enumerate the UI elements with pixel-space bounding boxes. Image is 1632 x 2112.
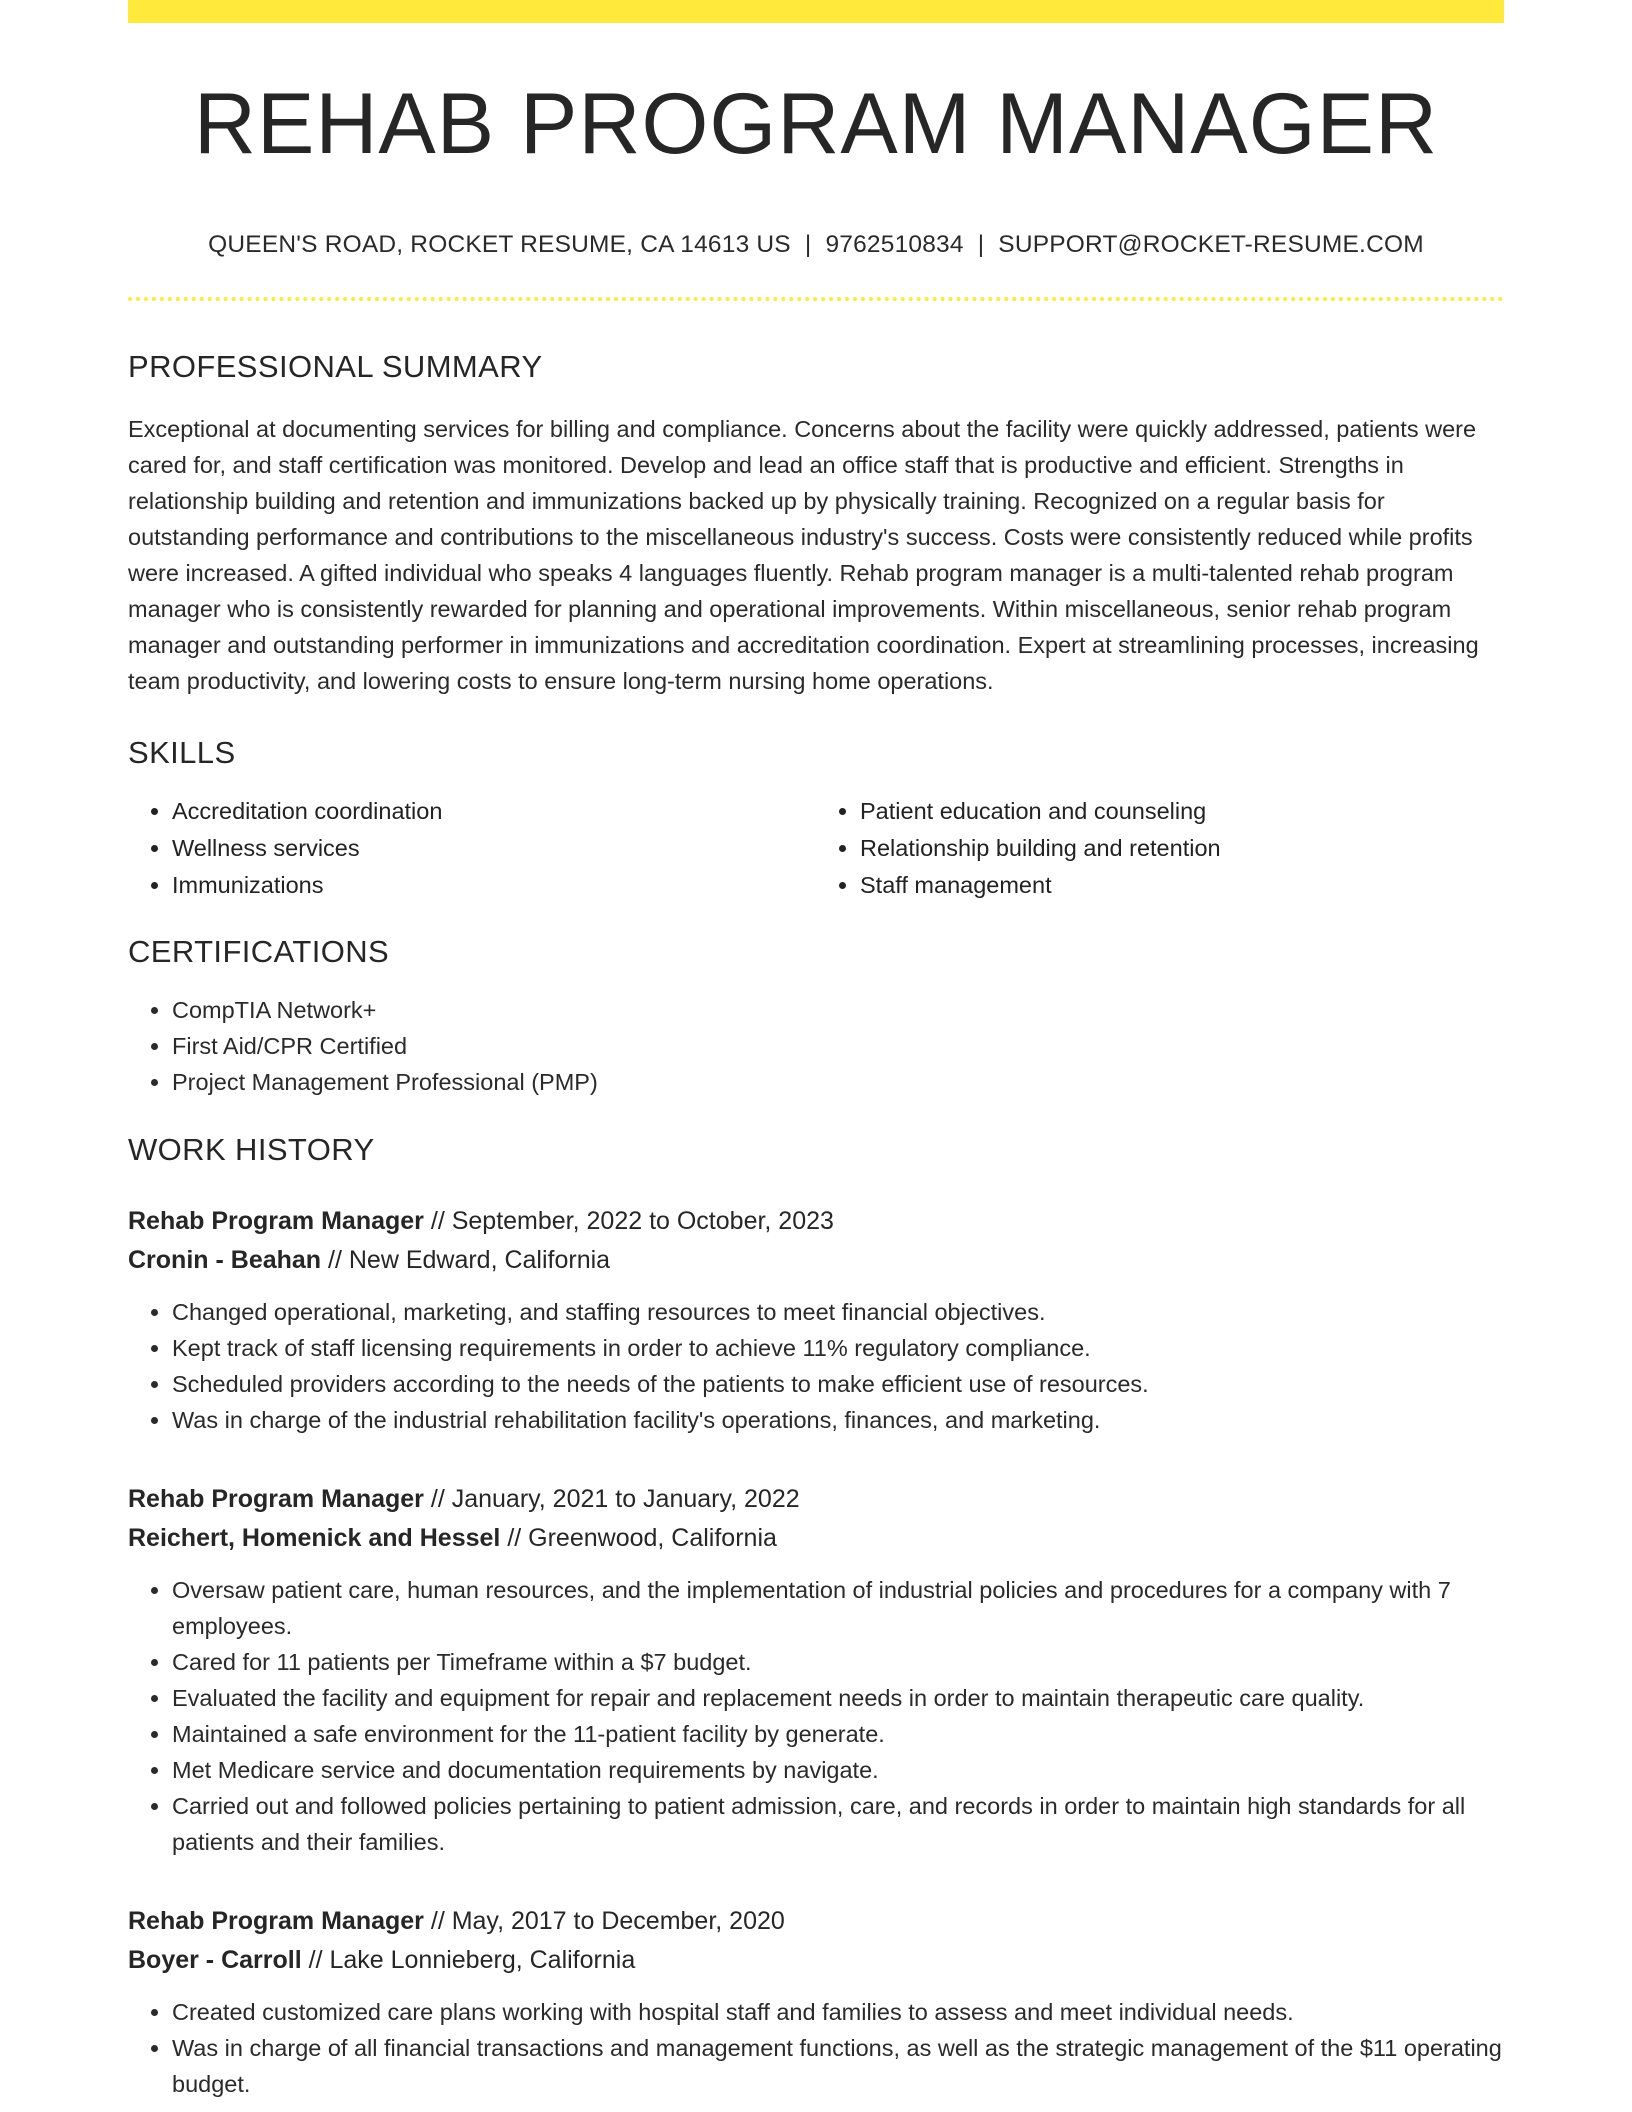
job-bullet: • Carried out and followed policies pertaining to patient admission, care, and records in order to maintain high standards for all patients and their families.	[172, 1788, 1504, 1860]
job-role: Rehab Program Manager	[128, 1207, 424, 1236]
summary-text: Exceptional at documenting services for billing and compliance. Concerns about the facility were quickly addressed, patients were cared for, and staff certification was monitored. Develop and lead an office staff that is productive and efficient. Strengths in relationship building and retention and immunizations backed up by physically training. Recognized on a regular basis for outstanding performance and contributions to the miscellaneous industry's success. Costs were consistently reduced while profits were increased. A gifted individual who speaks 4 languages fluently. Rehab program manager is a multi-talented rehab program manager who is consistently rewarded for planning and operational improvements. Within miscellaneous, senior rehab program manager and outstanding performer in immunizations and accreditation coordination. Expert at streamlining processes, increasing team productivity, and lowering costs to ensure long-term nursing home operations.	[128, 416, 1479, 695]
job-role: Rehab Program Manager	[128, 1485, 424, 1514]
job-bullet: • Maintained a safe environment for the 11-patient facility by generate.	[172, 1716, 1504, 1752]
contact-separator: |	[977, 231, 985, 259]
job-dates: // May, 2017 to December, 2020	[423, 1907, 785, 1936]
contact-phone: 9762510834	[825, 231, 964, 259]
skill-item: • Wellness services	[172, 830, 816, 867]
certification-item: • CompTIA Network+	[172, 992, 1504, 1028]
certifications-list	[128, 992, 1504, 1100]
work-history-heading: WORK HISTORY	[128, 1132, 375, 1168]
job-bullet: • Was in charge of the industrial rehabilitation facility's operations, finances, and marketing.	[172, 1402, 1504, 1438]
job-bullets	[128, 1994, 1504, 2102]
job-role-line	[128, 1202, 1504, 1241]
job-location: // Lake Lonnieberg, California	[301, 1946, 636, 1975]
job-company: Reichert, Homenick and Hessel	[128, 1524, 501, 1553]
skills-heading: SKILLS	[128, 735, 236, 771]
job-bullet: • Changed operational, marketing, and staffing resources to meet financial objectives.	[172, 1294, 1504, 1330]
skill-item: • Patient education and counseling	[860, 793, 1504, 830]
job-bullet: • Cared for 11 patients per Timeframe within a $7 budget.	[172, 1644, 1504, 1680]
top-accent-bar	[128, 0, 1504, 23]
job-bullets	[128, 1572, 1504, 1860]
skills-column-left	[128, 793, 816, 904]
job-company: Boyer - Carroll	[128, 1946, 302, 1975]
resume-page	[128, 0, 1504, 2102]
job-role-line	[128, 1902, 1504, 1941]
contact-line	[128, 231, 1504, 259]
resume-title: REHAB PROGRAM MANAGER	[193, 76, 1439, 172]
job-bullet: • Evaluated the facility and equipment for repair and replacement needs in order to maintain therapeutic care quality.	[172, 1680, 1504, 1716]
certification-item: • First Aid/CPR Certified	[172, 1028, 1504, 1064]
contact-email: SUPPORT@ROCKET-RESUME.COM	[998, 231, 1424, 259]
job-entry	[128, 1480, 1504, 1860]
certifications-heading: CERTIFICATIONS	[128, 934, 390, 970]
skills-list	[128, 793, 1504, 904]
job-bullets	[128, 1294, 1504, 1438]
job-bullet: • Kept track of staff licensing requirements in order to achieve 11% regulatory compliance.	[172, 1330, 1504, 1366]
job-location: // Greenwood, California	[500, 1524, 777, 1553]
skills-column-right	[816, 793, 1504, 904]
job-dates: // January, 2021 to January, 2022	[423, 1485, 800, 1514]
job-location: // New Edward, California	[321, 1246, 611, 1275]
job-role: Rehab Program Manager	[128, 1907, 424, 1936]
dotted-divider	[128, 297, 1504, 301]
job-bullet: • Met Medicare service and documentation requirements by navigate.	[172, 1752, 1504, 1788]
skill-item: • Staff management	[860, 867, 1504, 904]
job-bullet: • Was in charge of all financial transactions and management functions, as well as the strategic management of the $11 operating budget.	[172, 2030, 1504, 2102]
certification-item: • Project Management Professional (PMP)	[172, 1064, 1504, 1100]
contact-address: QUEEN'S ROAD, ROCKET RESUME, CA 14613 US	[208, 231, 791, 259]
job-entry	[128, 1902, 1504, 2102]
job-company-line	[128, 1941, 1504, 1980]
skill-item: • Accreditation coordination	[172, 793, 816, 830]
job-company: Cronin - Beahan	[128, 1246, 322, 1275]
job-bullet: • Oversaw patient care, human resources, and the implementation of industrial policies and procedures for a company with 7 employees.	[172, 1572, 1504, 1644]
job-dates: // September, 2022 to October, 2023	[423, 1207, 834, 1236]
skill-item: • Immunizations	[172, 867, 816, 904]
job-company-line	[128, 1241, 1504, 1280]
contact-separator: |	[804, 231, 812, 259]
job-bullet: • Created customized care plans working with hospital staff and families to assess and meet individual needs.	[172, 1994, 1504, 2030]
skill-item: • Relationship building and retention	[860, 830, 1504, 867]
job-company-line	[128, 1519, 1504, 1558]
job-bullet: • Scheduled providers according to the needs of the patients to make efficient use of resources.	[172, 1366, 1504, 1402]
job-role-line	[128, 1480, 1504, 1519]
summary-heading: PROFESSIONAL SUMMARY	[128, 349, 543, 385]
job-entry	[128, 1202, 1504, 1438]
